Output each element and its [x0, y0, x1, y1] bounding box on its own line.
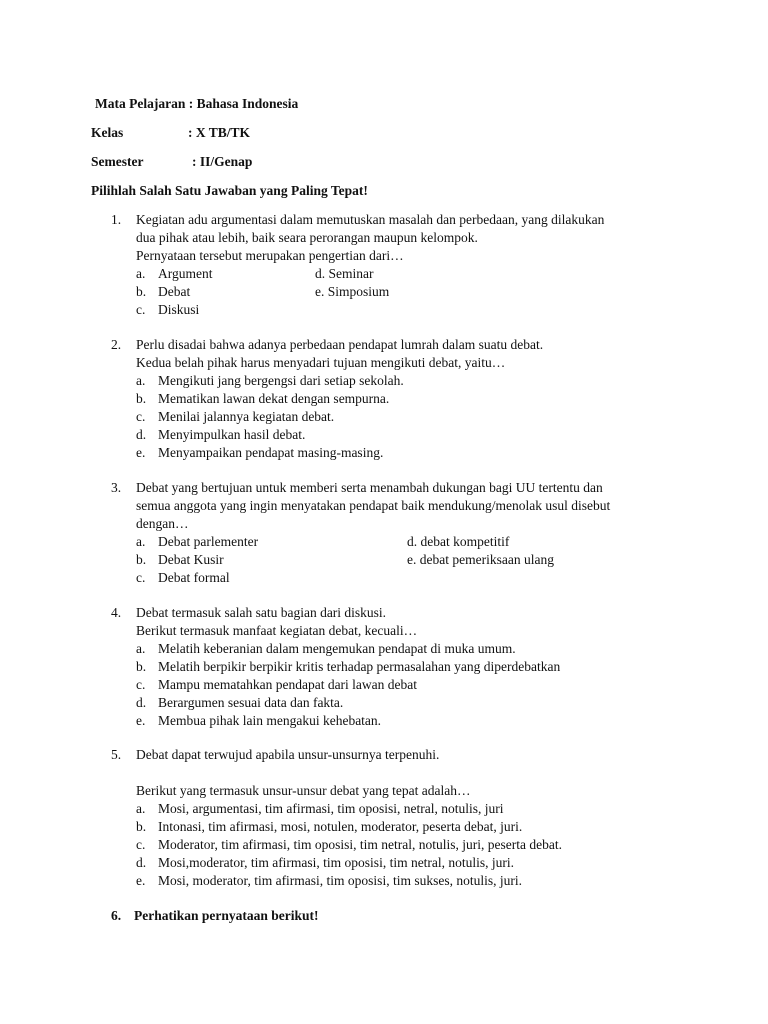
question-text: dengan…	[136, 516, 189, 531]
option-text: Mosi,moderator, tim afirmasi, tim oposisi, tim netral, notulis, juri.	[158, 855, 515, 870]
question-text: Berikut termasuk manfaat kegiatan debat, kecuali…	[136, 623, 418, 638]
option-text: Intonasi, tim afirmasi, mosi, notulen, moderator, peserta debat, juri.	[158, 819, 523, 834]
option-text: e. debat pemeriksaan ulang	[407, 552, 554, 567]
class-value: : X TB/TK	[188, 125, 251, 140]
option-letter: c.	[136, 677, 146, 692]
option-letter: c.	[136, 570, 146, 585]
option-text: Argument	[158, 266, 213, 281]
question-text: Kegiatan adu argumentasi dalam memutuskan masalah dan perbedaan, yang dilakukan	[136, 212, 605, 227]
option-text: Membua pihak lain mengakui kehebatan.	[158, 713, 382, 728]
question-number: 2.	[111, 337, 122, 352]
option-letter: c.	[136, 409, 146, 424]
semester-label: Semester	[91, 154, 144, 169]
option-text: Mosi, argumentasi, tim afirmasi, tim oposisi, netral, notulis, juri	[158, 801, 504, 816]
option-text: Berargumen sesuai data dan fakta.	[158, 695, 344, 710]
option-text: Mampu mematahkan pendapat dari lawan debat	[158, 677, 418, 692]
option-text: Menyampaikan pendapat masing-masing.	[158, 445, 384, 460]
option-letter: b.	[136, 819, 147, 834]
option-letter: d.	[136, 427, 147, 442]
option-text: Debat	[158, 284, 191, 299]
option-text: Debat parlementer	[158, 534, 259, 549]
question-text: Perhatikan pernyataan berikut!	[134, 908, 319, 923]
option-letter: a.	[136, 534, 146, 549]
option-text: d. debat kompetitif	[407, 534, 510, 549]
option-text: Mosi, moderator, tim afirmasi, tim oposisi, tim sukses, notulis, juri.	[158, 873, 522, 888]
question-text: Debat dapat terwujud apabila unsur-unsurnya terpenuhi.	[136, 747, 440, 762]
question-text: Perlu disadai bahwa adanya perbedaan pendapat lumrah dalam suatu debat.	[136, 337, 544, 352]
option-text: Melatih keberanian dalam mengemukan pendapat di muka umum.	[158, 641, 516, 656]
option-letter: e.	[136, 445, 146, 460]
option-text: Mematikan lawan dekat dengan sempurna.	[158, 391, 390, 406]
option-letter: c.	[136, 837, 146, 852]
option-letter: a.	[136, 641, 146, 656]
option-letter: d.	[136, 695, 147, 710]
option-letter: b.	[136, 552, 147, 567]
option-text: Debat Kusir	[158, 552, 224, 567]
instruction-heading: Pilihlah Salah Satu Jawaban yang Paling Tepat!	[91, 183, 368, 198]
question-number: 1.	[111, 212, 122, 227]
option-text: Melatih berpikir berpikir kritis terhadap permasalahan yang diperdebatkan	[158, 659, 561, 674]
option-text: Menyimpulkan hasil debat.	[158, 427, 306, 442]
question-text: dua pihak atau lebih, baik seara perorangan maupun kelompok.	[136, 230, 478, 245]
option-text: Diskusi	[158, 302, 200, 317]
option-letter: b.	[136, 659, 147, 674]
option-letter: b.	[136, 391, 147, 406]
question-text: Berikut yang termasuk unsur-unsur debat yang tepat adalah…	[136, 783, 471, 798]
option-letter: e.	[136, 873, 146, 888]
option-text: Menilai jalannya kegiatan debat.	[158, 409, 335, 424]
option-text: Moderator, tim afirmasi, tim oposisi, tim netral, notulis, juri, peserta debat.	[158, 837, 563, 852]
question-text: semua anggota yang ingin menyatakan pendapat baik mendukung/menolak usul disebut	[136, 498, 611, 513]
option-text: Mengikuti jang bergengsi dari setiap sekolah.	[158, 373, 404, 388]
question-number: 5.	[111, 747, 122, 762]
option-letter: a.	[136, 373, 146, 388]
option-letter: b.	[136, 284, 147, 299]
question-text: Kedua belah pihak harus menyadari tujuan mengikuti debat, yaitu…	[136, 355, 506, 370]
question-number: 6.	[111, 908, 122, 923]
question-text: Debat yang bertujuan untuk memberi serta menambah dukungan bagi UU tertentu dan	[136, 480, 603, 495]
option-letter: a.	[136, 801, 146, 816]
class-label: Kelas	[91, 125, 124, 140]
option-text: d. Seminar	[315, 266, 374, 281]
question-text: Pernyataan tersebut merupakan pengertian dari…	[136, 248, 404, 263]
option-letter: c.	[136, 302, 146, 317]
semester-value: : II/Genap	[192, 154, 253, 169]
option-letter: d.	[136, 855, 147, 870]
question-number: 4.	[111, 605, 122, 620]
option-text: Debat formal	[158, 570, 230, 585]
subject-heading: Mata Pelajaran : Bahasa Indonesia	[95, 96, 299, 111]
question-text: Debat termasuk salah satu bagian dari diskusi.	[136, 605, 387, 620]
option-text: e. Simposium	[315, 284, 390, 299]
option-letter: e.	[136, 713, 146, 728]
question-number: 3.	[111, 480, 122, 495]
option-letter: a.	[136, 266, 146, 281]
